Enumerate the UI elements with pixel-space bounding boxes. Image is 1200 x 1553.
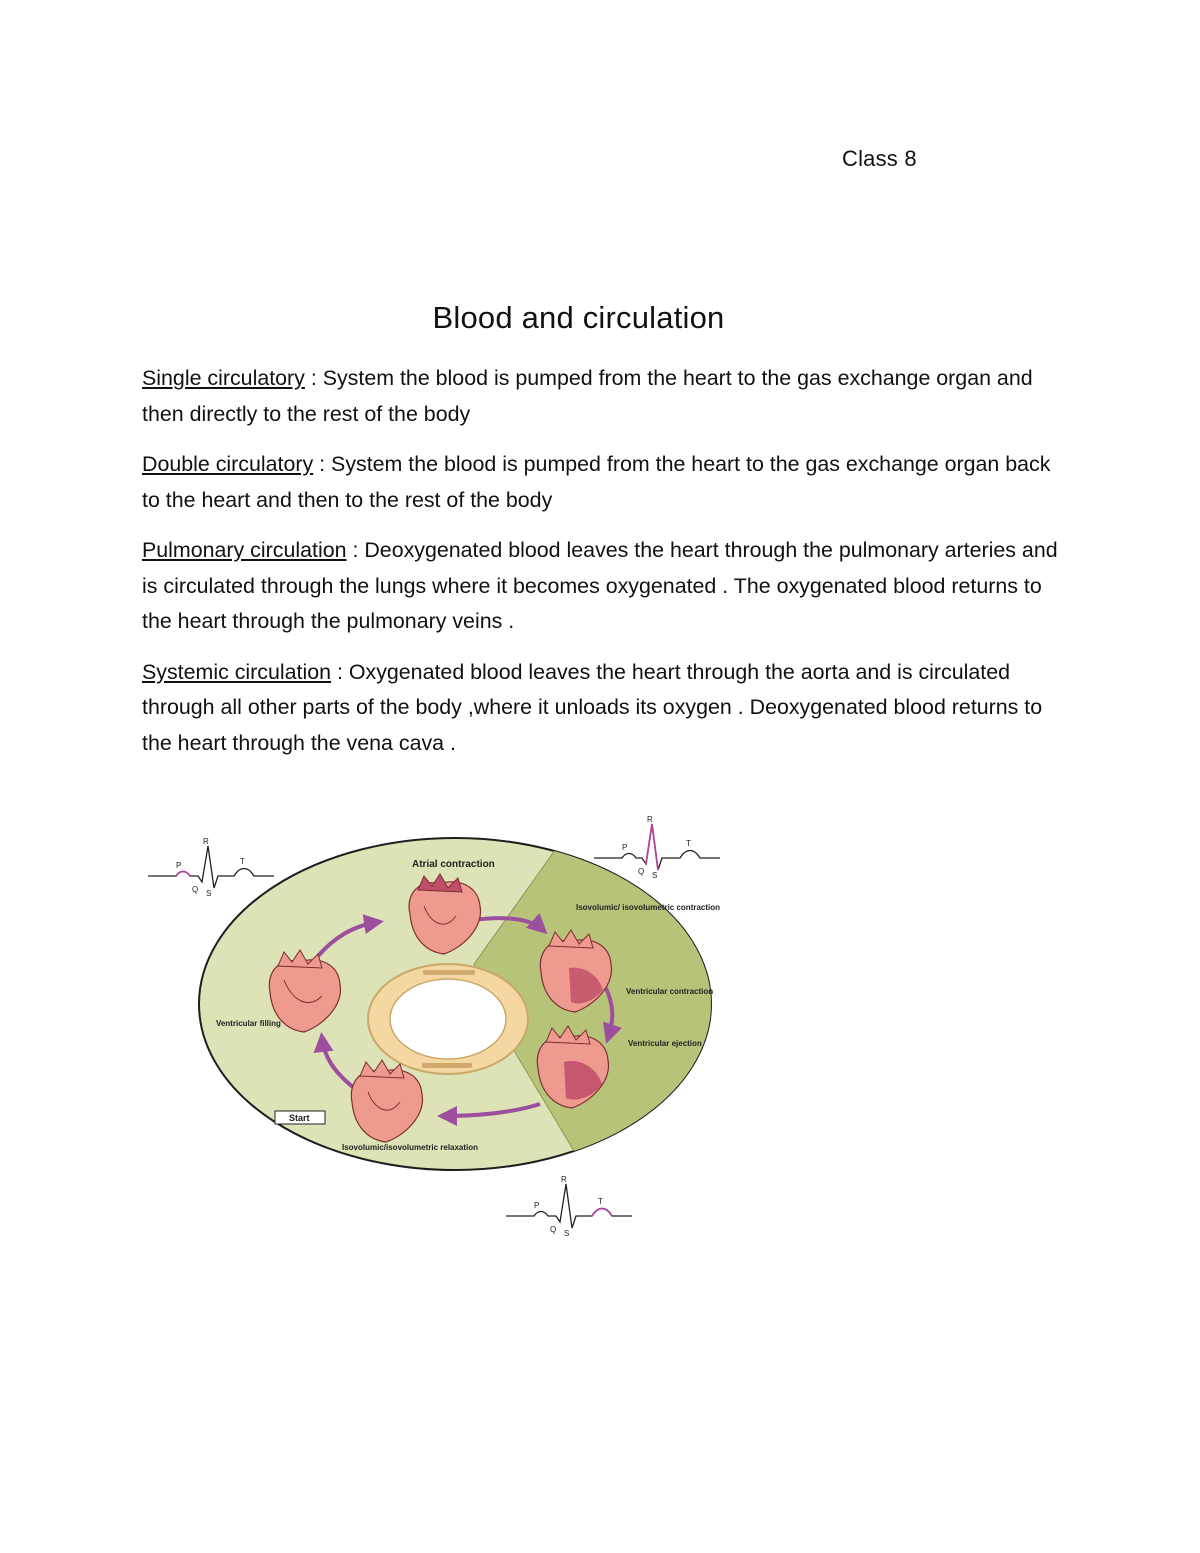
ecg-letter-t: T [598,1197,603,1206]
definition-pulmonary-circulation [142,533,1062,640]
definitions-list [142,361,1062,776]
ecg-letter-t: T [240,857,245,866]
ecg-trace-bottom [506,1175,632,1236]
ecg-trace-top-right [594,815,720,880]
definition-separator: : [346,538,365,562]
ring-text-mark [422,1063,472,1068]
definition-text: System the blood is pumped from the heart to the gas exchange organ back to the heart and then to the rest of the body [142,452,1051,512]
ecg-letter-q: Q [550,1225,557,1234]
definition-double-circulatory [142,447,1062,518]
definition-separator: : [331,659,349,684]
definition-term: Pulmonary circulation [142,538,347,562]
ecg-letter-s: S [564,1229,570,1236]
phase-label-ventricular-ejection: Ventricular ejection [628,1039,702,1048]
definition-separator: : [304,366,323,390]
definition-text: Deoxygenated blood leaves the heart through the pulmonary arteries and is circulated through the lungs where it becomes oxygenated . The oxygenated blood returns to the heart through the pulmonary veins . [142,538,1058,633]
document-title: Blood and circulation [432,300,725,335]
phase-label-ventricular-contraction: Ventricular contraction [626,987,714,996]
cardiac-cycle-diagram [138,806,738,1236]
phase-label-ventricular-filling: Ventricular filling [216,1019,281,1028]
definition-term: Systemic circulation [142,659,332,684]
ecg-letter-q: Q [192,885,199,894]
phase-label-isovolumic-contraction: Isovolumic/ isovolumetric contraction [576,903,721,912]
definition-text: System the blood is pumped from the heart to the gas exchange organ and then directly to the rest of the body [142,366,1033,426]
ecg-letter-p: P [176,861,182,870]
ecg-letter-s: S [206,889,212,898]
phase-label-isovolumic-relaxation: Isovolumic/isovolumetric relaxation [342,1143,479,1152]
ecg-letter-q: Q [638,867,645,876]
inner-hole [390,979,506,1059]
ecg-letter-r: R [203,837,209,846]
ecg-letter-r: R [561,1175,567,1184]
phase-label-atrial-contraction: Atrial contraction [412,859,495,870]
ecg-letter-p: P [622,843,628,852]
start-label: Start [289,1113,310,1123]
class-label: Class 8 [842,146,917,171]
ecg-letter-p: P [534,1201,540,1210]
ecg-letter-t: T [686,839,691,848]
definition-text: Oxygenated blood leaves the heart through the aorta and is circulated through all other parts of the body ,where it unloads its oxygen . Deoxygenated blood returns to the heart through the vena cava . [142,659,1043,755]
ecg-letter-s: S [652,871,658,880]
definition-systemic-circulation [142,655,1062,762]
ecg-letter-r: R [647,815,653,824]
definition-term: Double circulatory [142,452,314,476]
ring-text-mark [423,970,475,975]
definition-single-circulatory [142,361,1062,432]
definition-term: Single circulatory [142,366,305,390]
ecg-trace-top-left [148,837,274,898]
definition-separator: : [313,452,332,476]
cardiac-cycle-figure [138,806,738,1236]
